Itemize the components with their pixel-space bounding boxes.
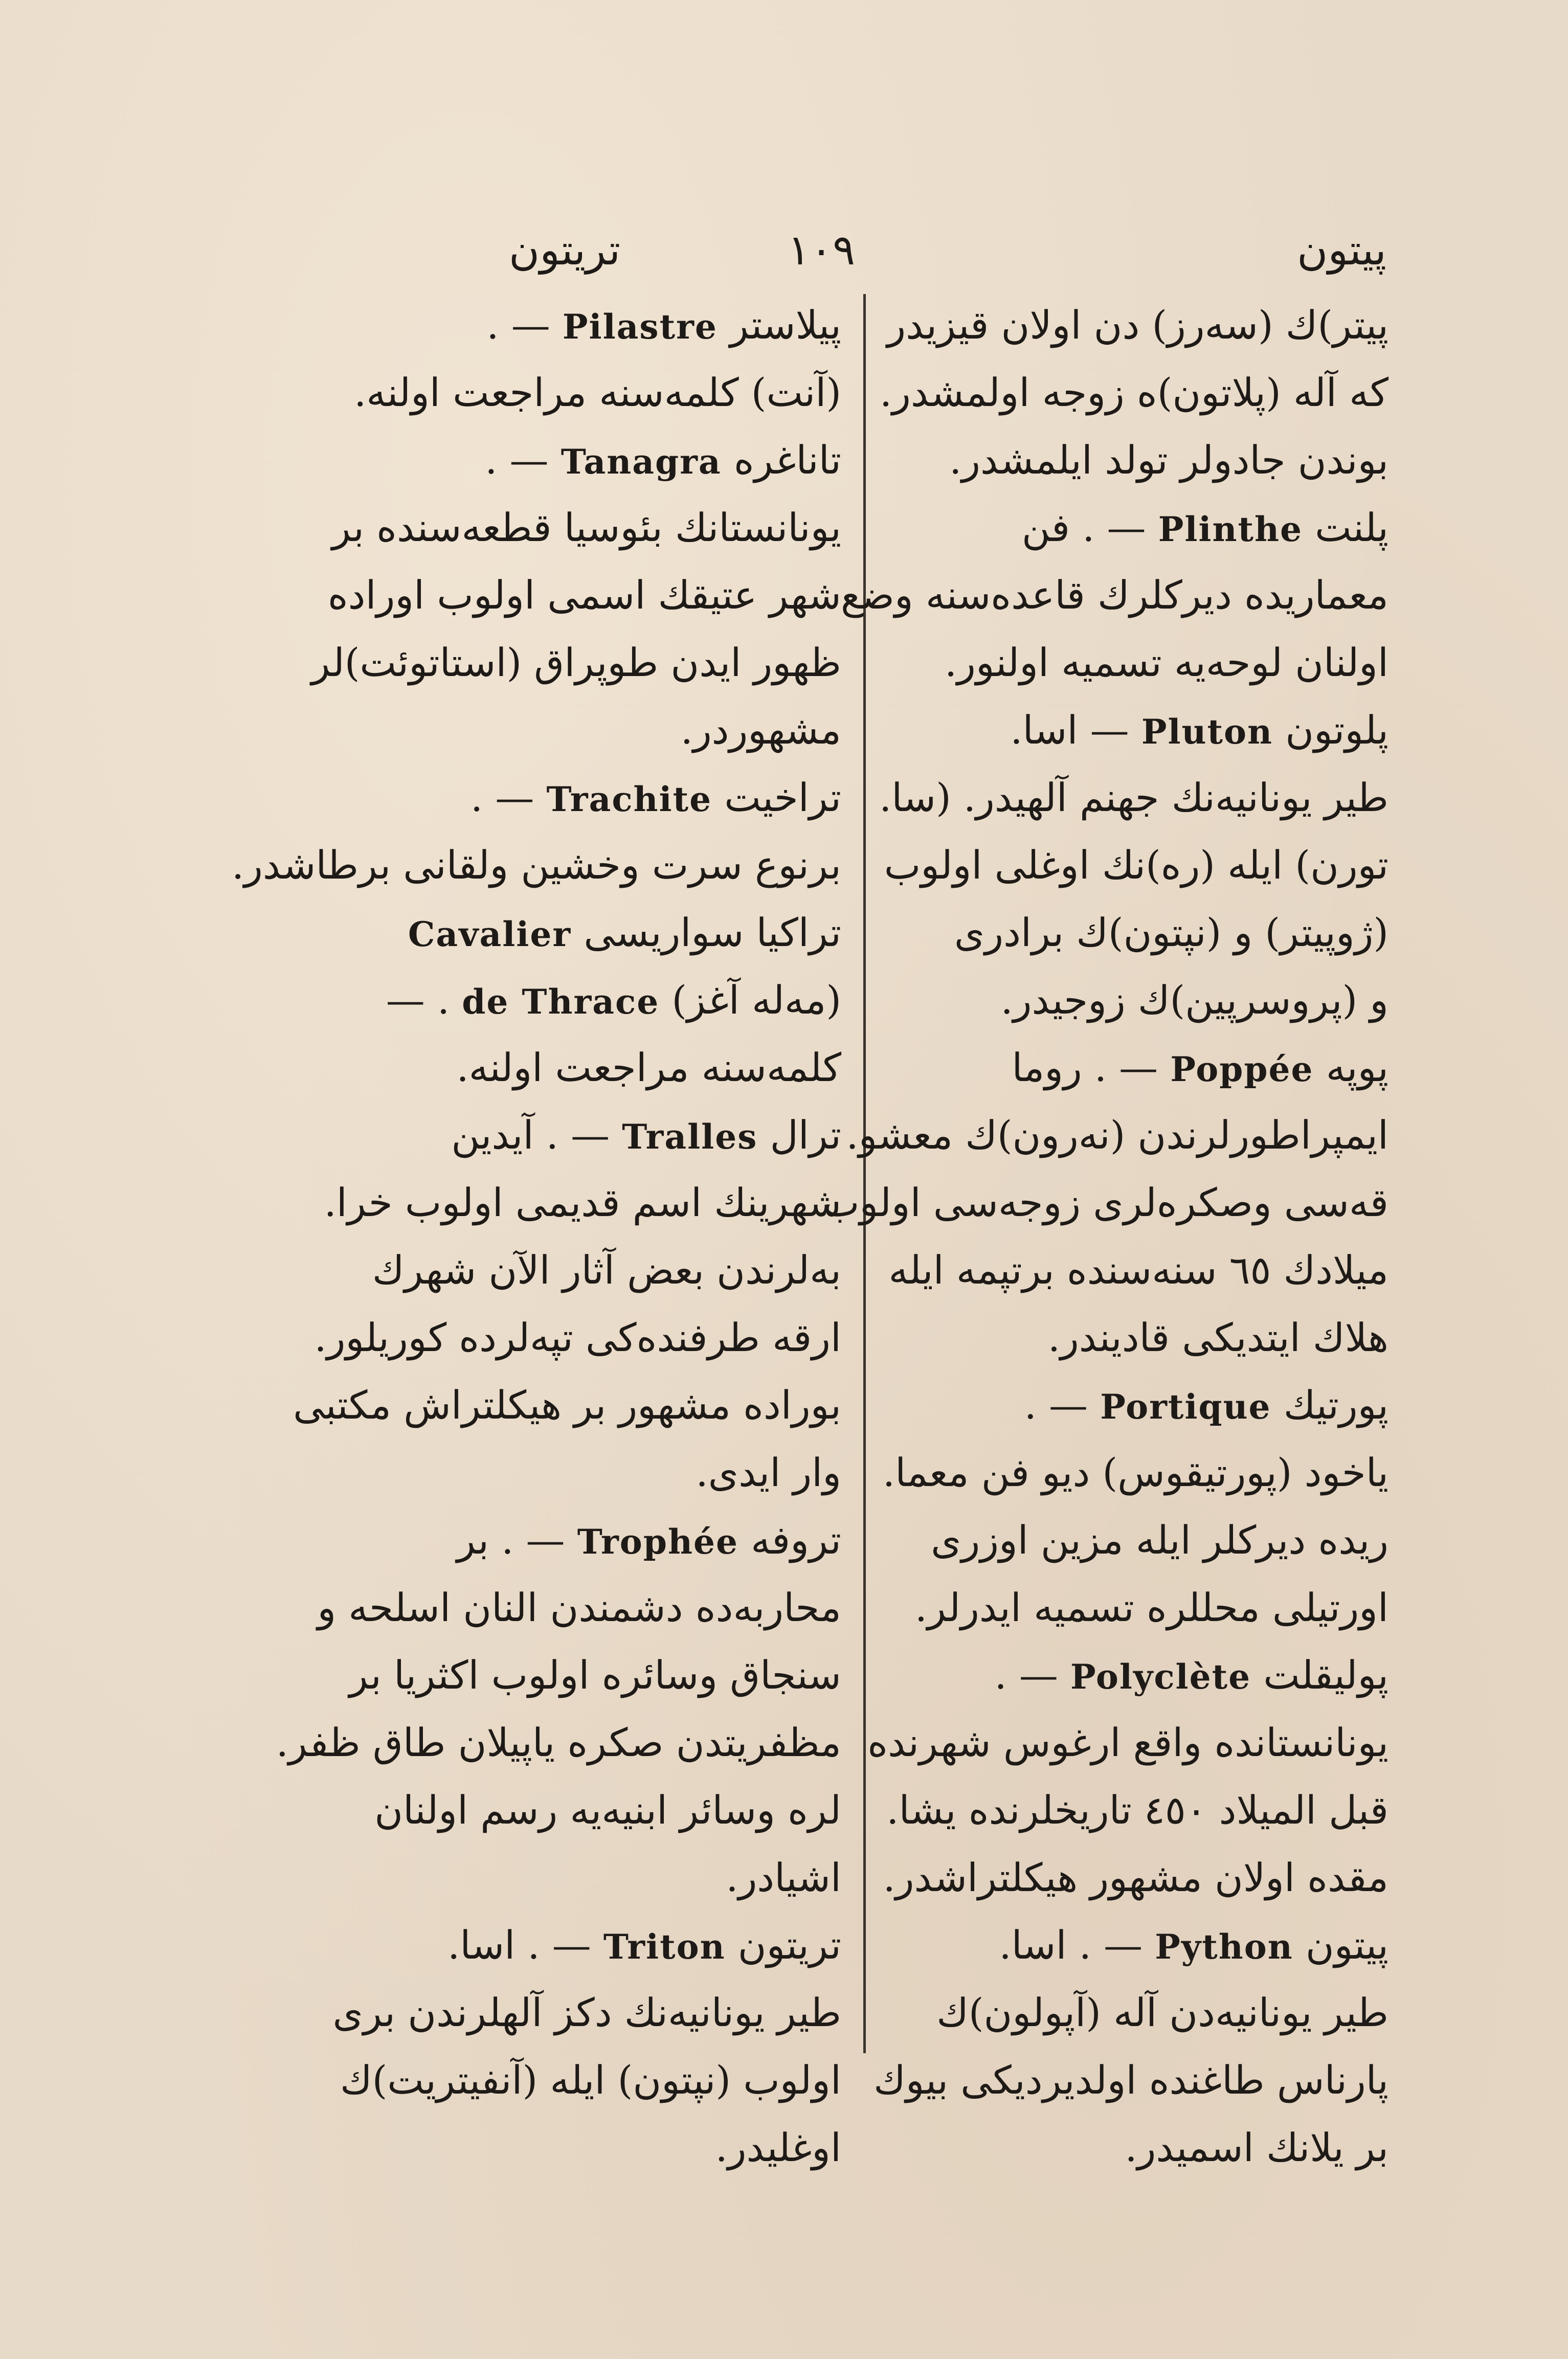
- text-line: بەلرندن بعض آثار الآن شهرك: [372, 1247, 841, 1293]
- entry-headword: پولیقلت: [1263, 1652, 1388, 1698]
- text-line: بوندن جادولر تولد ایلمشدر.: [949, 437, 1388, 483]
- entry-definition-start: بر: [456, 1517, 489, 1563]
- text-line: مظفریتدن صكرە یاپیلان طاق ظفر.: [276, 1720, 841, 1765]
- text-line: شهر عتیقك اسمی اولوب اورادە: [327, 572, 841, 618]
- left-column: [231, 291, 841, 2170]
- entry-french-term: Polyclète: [1070, 1657, 1251, 1697]
- text-line: مشهوردر.: [680, 707, 841, 753]
- entry-dash: — .: [386, 977, 450, 1023]
- text-line: معماریدە دیركلرك قاعدەسنە وضع: [841, 572, 1388, 618]
- entry-definition-start: فن: [1021, 505, 1070, 550]
- entry-dash: . —: [486, 302, 550, 348]
- text-line: اولنان لوحەیە تسمیە اولنور.: [945, 640, 1388, 685]
- entry-french-term: Trachite: [546, 779, 712, 819]
- text-line: اولوب (نپتون) ایلە (آنفیتریت)ك: [340, 2057, 841, 2103]
- entry-french-term: Trophée: [577, 1522, 738, 1562]
- right-column: [822, 291, 1388, 2170]
- dictionary-entry-line: [335, 899, 841, 967]
- dictionary-entry-line: [335, 967, 841, 1034]
- dictionary-entry-line: [335, 426, 841, 494]
- entry-french-term: Cavalier: [408, 914, 572, 954]
- text-line: ایمپراطورلرندن (نەرون)ك معشو.: [846, 1112, 1388, 1158]
- text-line: شهرینك اسم قدیمی اولوب خرا.: [324, 1180, 841, 1225]
- text-line: یاخود (پورتیقوس) دیو فن معما.: [882, 1450, 1388, 1495]
- text-line: وار ایدی.: [696, 1450, 841, 1495]
- text-line: هلاك ایتدیكی قادیندر.: [1047, 1315, 1388, 1360]
- dictionary-entry-line: [335, 1102, 841, 1169]
- entry-headword: تاناغرە: [733, 437, 841, 483]
- entry-headword: پوپە: [1326, 1045, 1388, 1090]
- entry-headword: پیلاستر: [730, 302, 841, 348]
- text-line: ظهور ایدن طوپراق (استاتوئت)لر: [311, 640, 841, 685]
- entry-dash: . —: [546, 1112, 610, 1158]
- text-line: محاربەدە دشمندن النان اسلحە و: [317, 1585, 841, 1630]
- entry-definition-start: اسا.: [447, 1922, 516, 1968]
- entry-french-term: Pluton: [1141, 712, 1273, 752]
- text-line: پیتر)ك (سەرز) دن اولان قیزیدر: [887, 302, 1388, 348]
- entry-headword: ترال: [770, 1112, 841, 1158]
- entry-headword: پیتون: [1305, 1922, 1388, 1968]
- text-line: یونانستاندە واقع ارغوس شهرندە: [867, 1720, 1388, 1765]
- running-head-right: پیتون: [1297, 226, 1386, 275]
- entry-dash: . —: [485, 437, 549, 483]
- dictionary-entry-line: [335, 291, 841, 359]
- entry-french-term: Triton: [603, 1927, 726, 1967]
- entry-dash: —: [1090, 707, 1129, 753]
- text-line: اوغلیدر.: [715, 2125, 841, 2170]
- entry-french-term: Tralles: [622, 1117, 758, 1157]
- entry-dash: . —: [994, 1652, 1058, 1698]
- text-line: (آنت) كلمەسنە مراجعت اولنە.: [354, 370, 841, 415]
- text-line: مقدە اولان مشهور هیكلتراشدر.: [883, 1855, 1388, 1900]
- entry-headword: تراخیت: [724, 775, 841, 820]
- entry-definition-start: اسا.: [999, 1922, 1067, 1968]
- text-line: قەسی وصكرەلری زوجەسی اولوب: [822, 1180, 1388, 1225]
- text-line: پارناس طاغندە اولدیردیكی بیوك: [873, 2057, 1388, 2103]
- dictionary-entry-line: [882, 1034, 1388, 1102]
- entry-dash: . —: [1082, 505, 1146, 550]
- text-line: سنجاق وسائرە اولوب اكثریا بر: [349, 1652, 841, 1698]
- text-line: طیر یونانیەنك جهنم آلهیدر. (سا.: [879, 775, 1388, 820]
- text-line: ریدە دیركلر ایلە مزین اوزری: [931, 1517, 1388, 1563]
- text-line: تورن) ایلە (رە)نك اوغلی اولوب: [884, 842, 1388, 888]
- text-line: بورادە مشهور بر هیكلتراش مكتبی: [293, 1382, 841, 1428]
- entry-french-term: Portique: [1100, 1387, 1271, 1427]
- entry-dash: . —: [527, 1922, 591, 1968]
- entry-headword: پلوتون: [1285, 707, 1388, 753]
- dictionary-entry-line: [335, 764, 841, 832]
- entry-french-term: Tanagra: [561, 442, 722, 482]
- text-line: طیر یونانیەدن آلە (آپولون)ك: [936, 1990, 1388, 2035]
- text-line: میلادك ٦٥ سنەسندە برتپمە ایلە: [888, 1247, 1388, 1293]
- page-header: [0, 220, 1568, 291]
- text-line: ارقە طرفندەكی تپەلردە كوریلور.: [314, 1315, 841, 1360]
- dictionary-entry-line: [335, 1507, 841, 1574]
- text-line: (ژوپیتر) و (نپتون)ك برادری: [954, 910, 1388, 955]
- dictionary-entry-line: [882, 1372, 1388, 1439]
- dictionary-entry-line: [882, 494, 1388, 561]
- entry-dash: . —: [471, 775, 534, 820]
- dictionary-entry-line: [882, 697, 1388, 764]
- entry-headword: (مەلە آغز): [671, 977, 841, 1023]
- text-line: كلمەسنە مراجعت اولنە.: [456, 1045, 841, 1090]
- page-number: ۱۰۹: [788, 226, 856, 275]
- entry-french-term: Pilastre: [562, 307, 718, 347]
- entry-headword: تراكیا سواریسی: [584, 910, 841, 955]
- entry-headword: تریتون: [737, 1922, 841, 1968]
- entry-definition-start: آیدین: [451, 1112, 534, 1158]
- text-line: قبل المیلاد ٤٥٠ تاریخلرندە یشا.: [886, 1787, 1388, 1833]
- entry-definition-start: روما: [1012, 1045, 1082, 1090]
- entry-headword: پورتیك: [1283, 1382, 1388, 1428]
- entry-french-term: Poppée: [1170, 1049, 1314, 1089]
- entry-french-term: Python: [1155, 1927, 1293, 1967]
- entry-dash: . —: [1094, 1045, 1158, 1090]
- entry-dash: . —: [1024, 1382, 1088, 1428]
- text-line: كە آلە (پلاتون)ە زوجە اولمشدر.: [879, 370, 1388, 415]
- text-line: اورتیلی محللرە تسمیە ایدرلر.: [914, 1585, 1388, 1630]
- text-line: اشیادر.: [726, 1855, 841, 1900]
- running-head-left: تریتون: [509, 226, 621, 275]
- text-line: بر یلانك اسمیدر.: [1125, 2125, 1388, 2170]
- dictionary-entry-line: [882, 1912, 1388, 1979]
- entry-dash: . —: [501, 1517, 565, 1563]
- entry-french-term: Plinthe: [1158, 509, 1303, 549]
- entry-dash: . —: [1079, 1922, 1143, 1968]
- entry-definition-start: اسا.: [1010, 707, 1078, 753]
- entry-headword: پلنت: [1315, 505, 1388, 550]
- dictionary-entry-line: [335, 1912, 841, 1979]
- entry-headword: تروفە: [751, 1517, 841, 1563]
- text-line: لرە وسائر ابنیەیە رسم اولنان: [374, 1787, 841, 1833]
- text-line: و (پروسرپین)ك زوجیدر.: [1000, 977, 1388, 1023]
- text-line: برنوع سرت وخشین ولقانی برطاشدر.: [231, 842, 841, 888]
- text-line: یونانستانك بئوسیا قطعەسندە بر: [331, 505, 841, 550]
- dictionary-entry-line: [882, 1642, 1388, 1709]
- entry-french-term: de Thrace: [462, 982, 660, 1022]
- text-line: طیر یونانیەنك دكز آلهلرندن بری: [332, 1990, 841, 2035]
